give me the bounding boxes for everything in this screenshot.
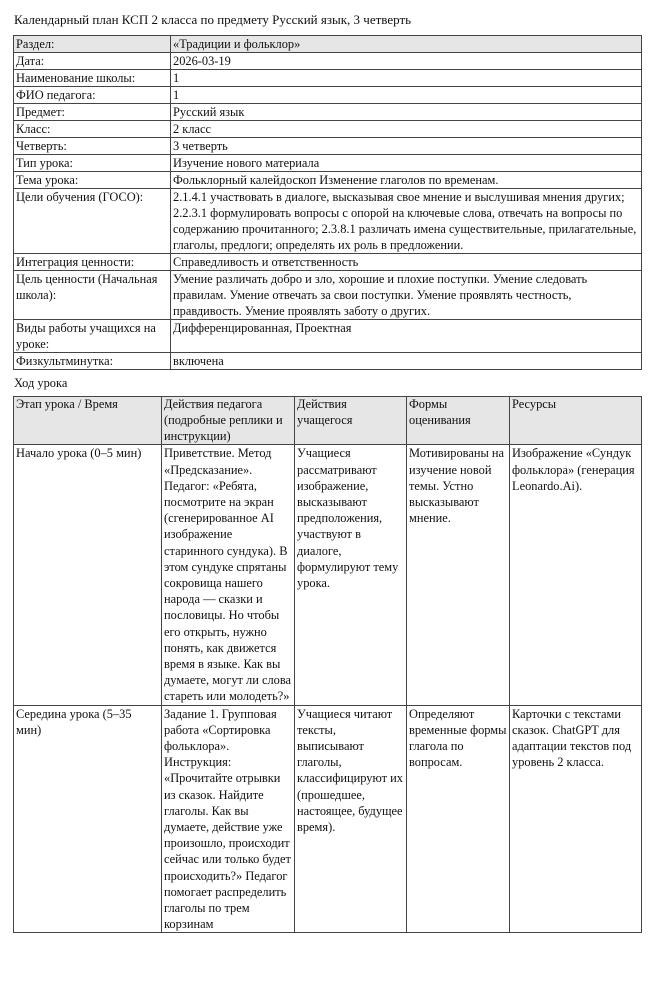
resources-cell: Изображение «Сундук фольклора» (генерация Leonardo.Ai). bbox=[510, 445, 642, 705]
assessment-cell: Определяют временные формы глагола по вопросам. bbox=[407, 705, 510, 933]
info-row-subject bbox=[14, 104, 642, 121]
info-label: Виды работы учащихся на уроке: bbox=[14, 320, 171, 353]
info-row-teacher bbox=[14, 87, 642, 104]
resources-cell: Карточки с текстами сказок. ChatGPT для адаптации текстов под уровень 2 класса. bbox=[510, 705, 642, 933]
lesson-row-middle bbox=[14, 705, 642, 933]
info-row-topic bbox=[14, 172, 642, 189]
info-value: Дифференцированная, Проектная bbox=[171, 320, 642, 353]
info-label: Тип урока: bbox=[14, 155, 171, 172]
stage-cell: Начало урока (0–5 мин) bbox=[14, 445, 162, 705]
info-row-section bbox=[14, 36, 642, 53]
assessment-cell: Мотивированы на изучение новой темы. Устно высказывают мнение. bbox=[407, 445, 510, 705]
info-value: 1 bbox=[171, 70, 642, 87]
info-value: 1 bbox=[171, 87, 642, 104]
info-row-grade bbox=[14, 121, 642, 138]
info-row-value-integration bbox=[14, 254, 642, 271]
lesson-row-start bbox=[14, 445, 642, 705]
student-actions-cell: Учащиеся читают тексты, выписывают глаголы, классифицируют их (прошедшее, настоящее, будущее время). bbox=[295, 705, 407, 933]
document-title: Календарный план КСП 2 класса по предмету Русский язык, 3 четверть bbox=[14, 12, 412, 27]
info-label: Тема урока: bbox=[14, 172, 171, 189]
info-label: Наименование школы: bbox=[14, 70, 171, 87]
info-label: Цель ценности (Начальная школа): bbox=[14, 271, 171, 320]
info-value: Фольклорный калейдоскоп Изменение глаголов по временам. bbox=[171, 172, 642, 189]
info-label: Раздел: bbox=[14, 36, 171, 53]
info-row-date bbox=[14, 53, 642, 70]
info-row-exercise-break bbox=[14, 353, 642, 370]
info-label: Класс: bbox=[14, 121, 171, 138]
info-value: Изучение нового материала bbox=[171, 155, 642, 172]
info-row-quarter bbox=[14, 138, 642, 155]
info-label: Дата: bbox=[14, 53, 171, 70]
column-header-assessment: Формы оценивания bbox=[407, 397, 510, 445]
info-value: включена bbox=[171, 353, 642, 370]
info-value: 2026-03-19 bbox=[171, 53, 642, 70]
teacher-actions-cell: Задание 1. Групповая работа «Сортировка фольклора». Инструкция: «Прочитайте отрывки из сказок. Найдите глаголы. Как вы думаете, действие уже произошло, происходит сейчас или только будет происходить?» Педагог помогает распределить глаголы по трем корзинам bbox=[162, 705, 295, 933]
info-value: 3 четверть bbox=[171, 138, 642, 155]
lesson-info-table bbox=[13, 35, 642, 370]
info-label: Цели обучения (ГОСО): bbox=[14, 189, 171, 254]
lesson-flow-heading: Ход урока bbox=[14, 376, 68, 390]
info-value: Умение различать добро и зло, хорошие и плохие поступки. Умение следовать правилам. Умение отвечать за свои поступки. Умение проявлять честность, правдивость. Умение проявлять заботу о других. bbox=[171, 271, 642, 320]
info-row-school bbox=[14, 70, 642, 87]
info-row-lesson-type bbox=[14, 155, 642, 172]
info-row-work-types bbox=[14, 320, 642, 353]
info-label: Физкультминутка: bbox=[14, 353, 171, 370]
info-row-goals bbox=[14, 189, 642, 254]
info-value: 2 класс bbox=[171, 121, 642, 138]
info-row-value-goal bbox=[14, 271, 642, 320]
info-label: Предмет: bbox=[14, 104, 171, 121]
teacher-actions-cell: Приветствие. Метод «Предсказание». Педагог: «Ребята, посмотрите на экран (сгенерированное AI изображение старинного сундука). В этом сундуке спрятаны сокровища нашего народа — сказки и пословицы. Но чтобы его открыть, нужно понять, как движется время в языке. Как вы думаете, могут ли слова стареть или молодеть?» bbox=[162, 445, 295, 705]
info-value: Справедливость и ответственность bbox=[171, 254, 642, 271]
info-value: «Традиции и фольклор» bbox=[171, 36, 642, 53]
lesson-header-row bbox=[14, 397, 642, 445]
info-value: Русский язык bbox=[171, 104, 642, 121]
stage-cell: Середина урока (5–35 мин) bbox=[14, 705, 162, 933]
column-header-stage: Этап урока / Время bbox=[14, 397, 162, 445]
info-label: ФИО педагога: bbox=[14, 87, 171, 104]
info-value: 2.1.4.1 участвовать в диалоге, высказывая свое мнение и выслушивая мнения других; 2.2.3.1 формулировать вопросы с опорой на ключевые слова, отвечать на вопросы по содержанию прочитанного; 2.3.8.1 различать имена существительные, прилагательные, глаголы, предлоги; определять их роль в предложении. bbox=[171, 189, 642, 254]
lesson-flow-table bbox=[13, 396, 642, 933]
column-header-teacher-actions: Действия педагога (подробные реплики и инструкции) bbox=[162, 397, 295, 445]
student-actions-cell: Учащиеся рассматривают изображение, высказывают предположения, участвуют в диалоге, формулируют тему урока. bbox=[295, 445, 407, 705]
column-header-resources: Ресурсы bbox=[510, 397, 642, 445]
info-label: Четверть: bbox=[14, 138, 171, 155]
info-label: Интеграция ценности: bbox=[14, 254, 171, 271]
column-header-student-actions: Действия учащегося bbox=[295, 397, 407, 445]
